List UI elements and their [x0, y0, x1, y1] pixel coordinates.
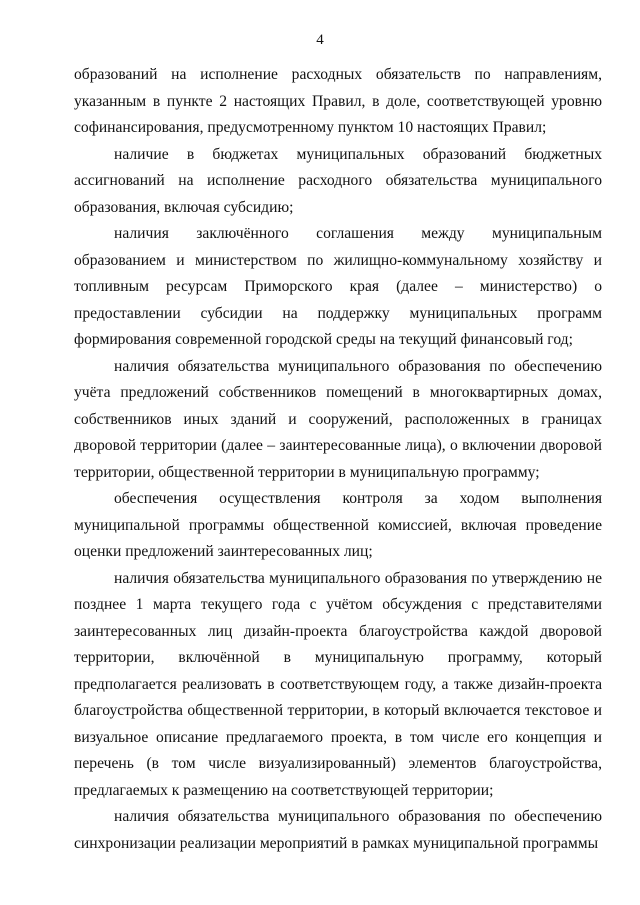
paragraph-commission-control: обеспечения осуществления контроля за ходом выполнения муниципальной программы общественной комиссией, включая проведение оценки предложений заинтересованных лиц;: [74, 490, 602, 560]
paragraph-design-project-approval: наличия обязательства муниципального образования по утверждению не позднее 1 марта текущего года с учётом обсуждения с представителями заинтересованных лиц дизайн-проекта благоустройства каждой дворовой территории, включённой в муниципальную программу, который предполагается реализовать в соответствующем году, а также дизайн-проекта благоустройства общественной территории, в который включается текстовое и визуальное описание предлагаемого проекта, в том числе его концепция и перечень (в том числе визуализированный) элементов благоустройства, предлагаемых к размещению на соответствующей территории;: [74, 569, 602, 799]
paragraph-owner-proposals: наличия обязательства муниципального образования по обеспечению учёта предложений собственников помещений в многоквартирных домах, собственников иных зданий и сооружений, расположенных в границах дворовой территории (далее – заинтересованные лица), о включении дворовой территории, общественной территории в муниципальную программу;: [74, 357, 602, 481]
page-number: 4: [316, 32, 324, 48]
paragraph-synchronization: наличия обязательства муниципального образования по обеспечению синхронизации реализации мероприятий в рамках муниципальной программы: [74, 808, 602, 852]
paragraph-continuation: образований на исполнение расходных обязательств по направлениям, указанным в пункте 2 настоящих Правил, в доле, соответствующей уровню софинансирования, предусмотренному пунктом 10 настоящих Правил;: [74, 66, 602, 136]
paragraph-agreement-with-ministry: наличия заключённого соглашения между муниципальным образованием и министерством по жилищно-коммунальному хозяйству и топливным ресурсам Приморского края (далее – министерство) о предоставлении субсидии на поддержку муниципальных программ формирования современной городской среды на текущий финансовый год;: [74, 225, 602, 348]
document-body: [74, 62, 602, 857]
paragraph-budget-allocations: наличие в бюджетах муниципальных образований бюджетных ассигнований на исполнение расходного обязательства муниципального образования, включая субсидию;: [74, 145, 602, 216]
